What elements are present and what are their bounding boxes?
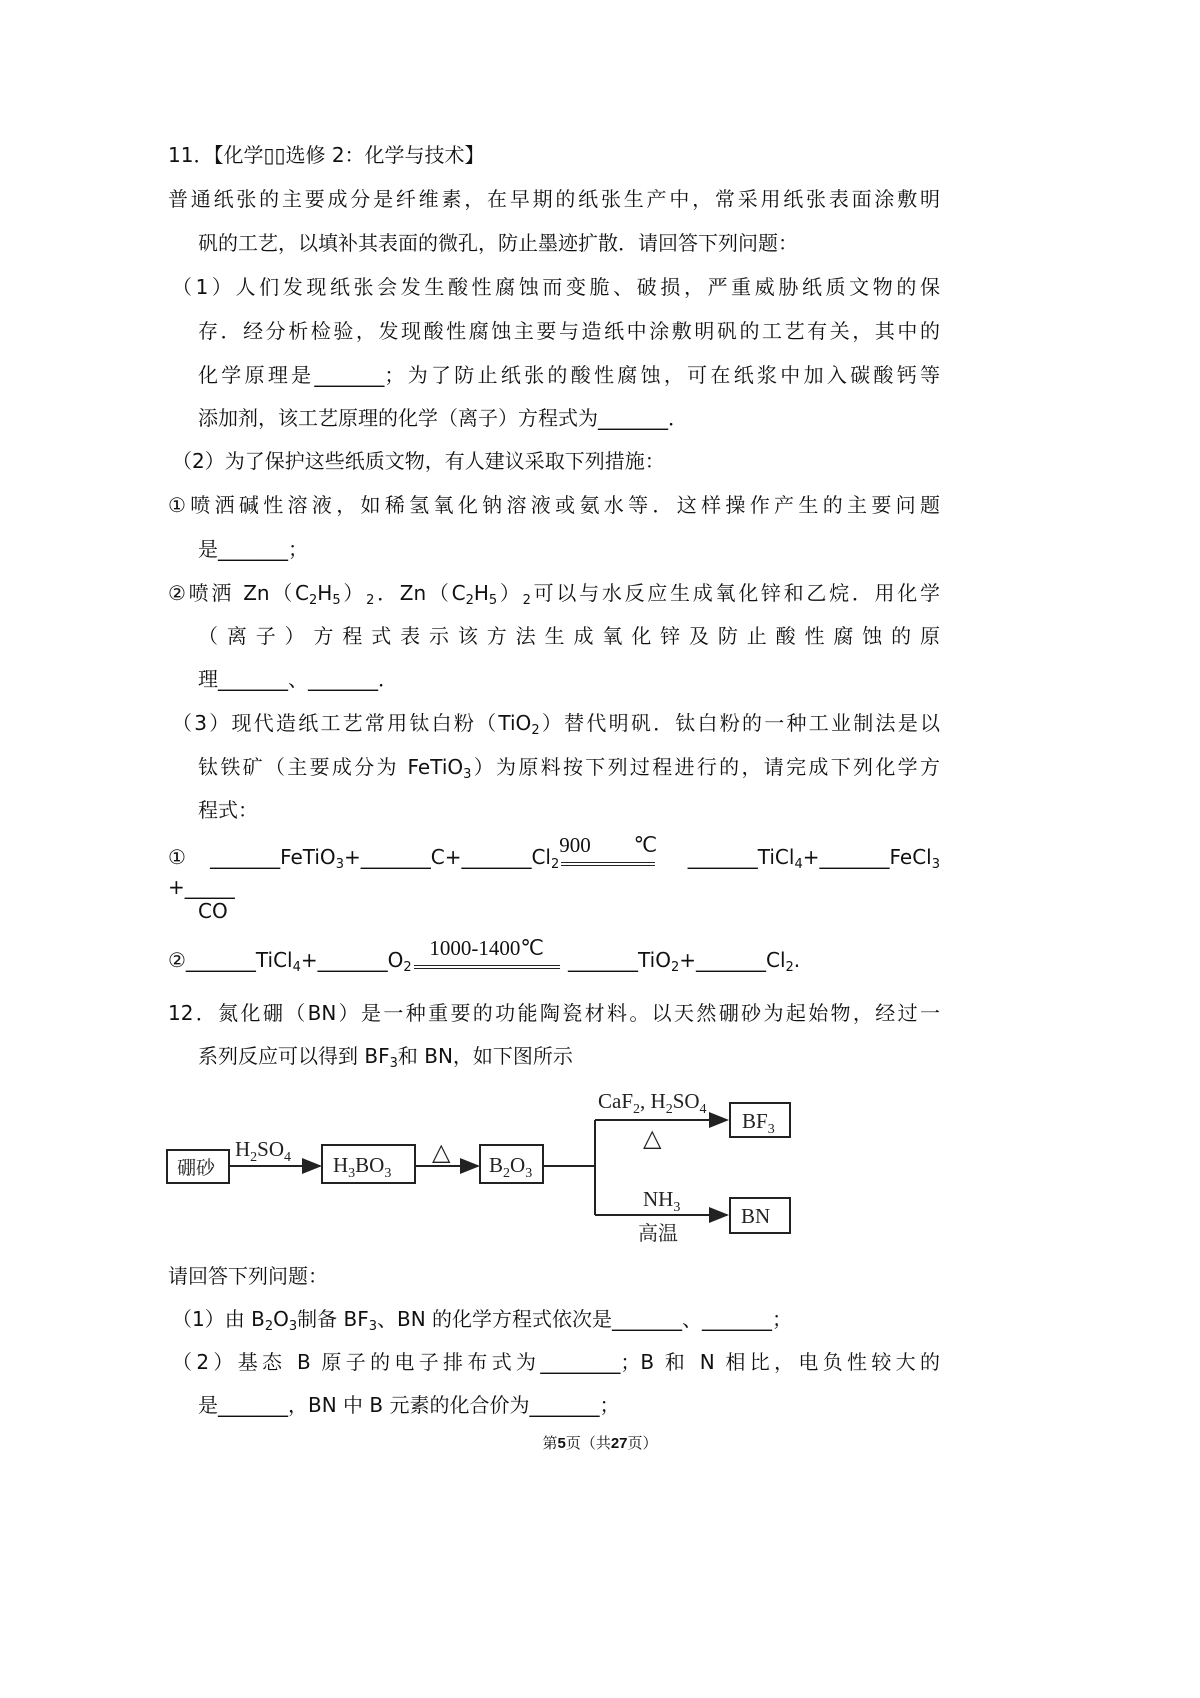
reaction-flow-diagram [160, 1085, 810, 1255]
reaction-condition-arrow [559, 832, 658, 873]
text-segment: ） [497, 581, 523, 605]
text-segment: 程式： [198, 798, 258, 822]
borax-label: 硼砂 [177, 1157, 216, 1179]
text-segment: 请回答下列问题： [168, 1264, 328, 1288]
text-segment: 是_______； [198, 537, 308, 561]
h3bo3-label: $H_3BO_3$ [333, 1153, 392, 1181]
subscript: 3 [463, 767, 472, 782]
reaction-condition-arrow [412, 935, 562, 976]
text-segment: +_______FeCl [802, 845, 932, 869]
q11-part3-line-3 [198, 796, 258, 824]
subscript: 3 [335, 857, 344, 872]
q11-intro-line-1 [168, 185, 940, 213]
text-segment: ①_______FeTiO [168, 845, 336, 869]
q11-part2-item1-line-2 [198, 535, 308, 563]
reaction-condition: 900℃ [559, 832, 658, 857]
subscript: 2 [465, 593, 474, 608]
q11-part2-item1-line-1 [168, 491, 940, 519]
text-segment: 制备 BF [297, 1307, 369, 1331]
text-segment: +_______Cl [679, 948, 786, 972]
text-segment: 化学原理是_______；为了防止纸张的酸性腐蚀，可在纸浆中加入碳酸钙等 [198, 363, 940, 387]
q11-part2-item2-line-3 [198, 665, 398, 693]
text-segment: 添加剂，该工艺原理的化学（离子）方程式为_______． [198, 406, 688, 430]
page-number: 5 [557, 1435, 566, 1452]
text-segment: _______TiCl [687, 845, 795, 869]
subscript: 2 [531, 723, 540, 738]
text-segment: +_____ [168, 874, 235, 899]
q12-part1 [172, 1305, 792, 1333]
subscript: 2 [785, 960, 794, 975]
text-segment: ） [340, 581, 367, 605]
text-segment: CO [198, 899, 228, 923]
text-segment: 钛铁矿（主要成分为 FeTiO [198, 755, 464, 779]
question-12-line-2 [198, 1042, 573, 1070]
text-segment: 、BN 的化学方程式依次是_______、_______； [377, 1307, 793, 1331]
text-segment: 可以与水反应生成氧化锌和乙烷．用化学 [530, 581, 941, 605]
text-segment: （ 离 子 ） 方 程 式 表 示 该 方 法 生 成 氧 化 锌 及 防 止 酸 性 腐 蚀 的 原 [198, 624, 940, 648]
bf3-label: $BF_3$ [742, 1109, 775, 1137]
text-segment: （1）人们发现纸张会发生酸性腐蚀而变脆、破损，严重威胁纸质文物的保 [172, 275, 940, 299]
h2so4-label: $H_2SO_4$ [235, 1137, 292, 1165]
subscript: 3 [389, 1056, 398, 1071]
caf2-h2so4-label: CaF$_2$, $H_2SO_4$ [598, 1089, 707, 1117]
subscript: 2 [366, 593, 375, 608]
q12-prompt [168, 1262, 328, 1290]
text-segment: . [793, 948, 801, 972]
subscript: 3 [368, 1319, 377, 1334]
text-segment: _______TiO [568, 948, 671, 972]
equals-bar [561, 862, 655, 866]
equals-bar [414, 965, 560, 969]
nh3-label: $NH_3$ [643, 1187, 681, 1215]
subscript: 3 [288, 1319, 298, 1334]
high-temp-label: 高温 [638, 1221, 678, 1245]
subscript: 2 [670, 960, 680, 975]
text-segment: O [273, 1307, 289, 1331]
text-segment: 普通纸张的主要成分是纤维素，在早期的纸张生产中，常采用纸张表面涂敷明 [168, 187, 940, 211]
b2o3-label: $B_2O_3$ [489, 1153, 533, 1181]
subscript: 3 [931, 857, 941, 872]
q12-part2-line-1 [172, 1348, 940, 1376]
subscript: 2 [522, 593, 531, 608]
subscript: 5 [488, 593, 498, 608]
q12-part2-line-2 [198, 1391, 619, 1419]
footer-suffix: 页） [627, 1434, 658, 1452]
text-segment: ②_______TiCl [168, 948, 293, 972]
total-pages: 27 [610, 1435, 628, 1452]
text-segment: 理_______、_______． [198, 667, 398, 691]
text-segment: 和 BN，如下图所示 [397, 1044, 573, 1068]
subscript: 2 [550, 857, 560, 872]
q11-part2-item2-line-1 [168, 579, 940, 607]
footer-mid: 页（共 [565, 1434, 611, 1452]
text-segment: 12．氮化硼（BN）是一种重要的功能陶瓷材料。以天然硼砂为起始物，经过一 [168, 1001, 940, 1025]
q11-part3-line-1 [172, 709, 940, 737]
q11-part2-item2-line-2 [198, 622, 940, 650]
page-footer [0, 1432, 1200, 1453]
q11-part1-line-2 [198, 317, 940, 345]
text-segment: +_______O [300, 948, 404, 972]
question-11-title [168, 141, 485, 169]
text-segment: ）替代明矾．钛白粉的一种工业制法是以 [539, 711, 941, 735]
text-segment: 存．经分析检验，发现酸性腐蚀主要与造纸中涂敷明矾的工艺有关，其中的 [198, 319, 940, 343]
q11-part1-line-1 [172, 273, 940, 301]
reaction-condition: 1000-1400℃ [429, 935, 544, 960]
text-segment: H [473, 581, 489, 605]
bn-label: BN [741, 1204, 771, 1228]
subscript: 5 [332, 593, 341, 608]
text-segment: ）为原料按下列过程进行的，请完成下列化学方 [471, 755, 941, 779]
q11-part3-line-2 [198, 753, 940, 781]
text-segment: 11．【化学▯▯选修 2：化学与技术】 [168, 143, 485, 167]
q11-part1-line-3 [198, 361, 940, 389]
subscript: 2 [264, 1319, 274, 1334]
q11-part2-intro [172, 447, 665, 475]
equation-1 [168, 832, 941, 899]
subscript: 4 [292, 960, 301, 975]
text-segment: ．Zn（C [374, 581, 466, 605]
equation-1-continued [198, 897, 228, 925]
q11-intro-line-2 [198, 229, 798, 257]
equation-2 [168, 935, 801, 975]
text-segment: ①喷洒碱性溶液，如稀氢氧化钠溶液或氨水等．这样操作产生的主要问题 [168, 493, 940, 517]
text-segment: H [317, 581, 333, 605]
heat-symbol-2: △ [643, 1126, 662, 1152]
question-12-line-1 [168, 999, 940, 1027]
text-segment: 系列反应可以得到 BF [198, 1044, 390, 1068]
text-segment: +_______C+_______Cl [343, 845, 551, 869]
text-segment: （3）现代造纸工艺常用钛白粉（TiO [172, 711, 532, 735]
text-segment: ②喷洒 Zn（C [168, 581, 309, 605]
text-segment: （2）为了保护这些纸质文物，有人建议采取下列措施： [172, 449, 665, 473]
heat-symbol: △ [432, 1140, 451, 1166]
subscript: 2 [309, 593, 318, 608]
text-segment: （1）由 B [172, 1307, 265, 1331]
subscript: 4 [794, 857, 803, 872]
q11-part1-line-4 [198, 404, 688, 432]
text-segment: 是_______，BN 中 B 元素的化合价为_______； [198, 1393, 620, 1417]
text-segment: 矾的工艺，以填补其表面的微孔，防止墨迹扩散．请回答下列问题： [198, 231, 798, 255]
text-segment: （2）基态 B 原子的电子排布式为________；B 和 N 相比，电负性较大的 [172, 1350, 940, 1374]
subscript: 2 [403, 960, 412, 975]
footer-prefix: 第 [542, 1434, 558, 1452]
